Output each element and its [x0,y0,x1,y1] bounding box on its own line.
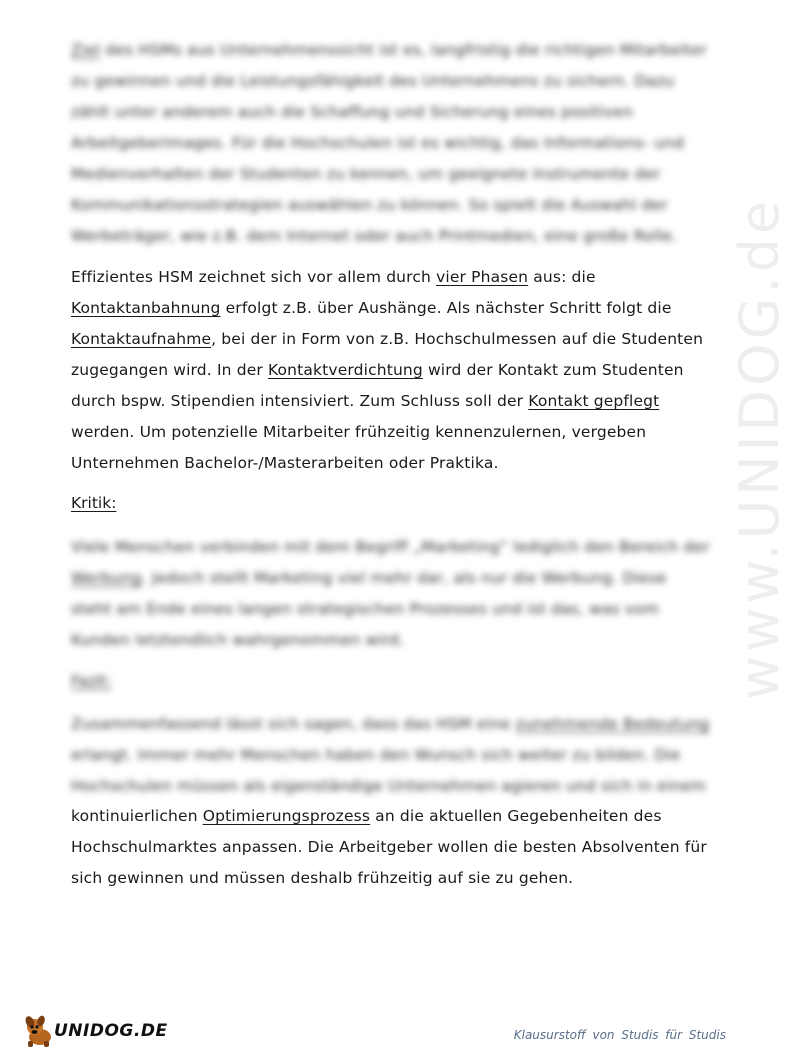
paragraph-fazit [71,801,711,894]
watermark-text: www.UNIDOG.de [728,196,791,700]
phases-text-6: werden. Um potenzielle Mitarbeiter frühzeitig kennenzulernen, vergeben Unternehmen Bachelor-/Masterarbeiten oder Praktika. [71,423,647,472]
phases-text-3: erfolgt z.B. über Aushänge. Als nächster Schritt folgt die [220,299,672,317]
fazit-text-2: an die aktuellen Gegebenheiten des Hochschulmarktes anpassen. Die Arbeitgeber wollen die besten Absolventen für sich gewinnen und müssen deshalb frühzeitig auf sie zu gehen. [71,807,707,887]
heading-kritik: Kritik: [71,494,117,512]
phases-text-1: Effizientes HSM zeichnet sich vor allem durch [71,268,437,286]
dog-icon [22,1013,58,1049]
fazit-blur-text-2: erlangt. Immer mehr Menschen haben den Wunsch sich weiter zu bilden. Die Hochschulen müssen als eigenständige Unternehmen agieren und sich in einem [71,746,706,795]
kritik-text-2: . Jedoch stellt Marketing viel mehr dar, als nur die Werbung. Diese steht am Ende eines langen strategischen Prozesses und ist das, was vom Kunden letztendlich wahrgenommen wird. [71,569,667,649]
paragraph-goal [71,35,711,252]
phases-text-4: , bei der in Form von z.B. Hochschulmessen auf die Studenten zugegangen wird. In der [71,330,704,379]
heading-fazit: Fazit: [71,672,112,690]
phases-underline-kontakt-gepflegt: Kontakt gepflegt [528,392,660,410]
phases-underline-kontaktaufnahme: Kontaktaufnahme [71,330,212,348]
kritik-text-1: Viele Menschen verbinden mit dem Begriff „Marketing“ lediglich den Bereich der [71,538,710,556]
paragraph-phases [71,262,711,479]
fazit-text-1: kontinuierlichen [71,807,203,825]
phases-underline-vier-phasen: vier Phasen [436,268,529,286]
fazit-blur-text-1: Zusammenfassend lässt sich sagen, dass das HSM eine [71,715,516,733]
phases-text-2: aus: die [528,268,596,286]
logo-text: UNIDOG.DE [54,1021,168,1041]
fazit-underline-optimierungsprozess: Optimierungsprozess [202,807,371,825]
goal-lead: Ziel [71,41,101,59]
footer-tagline: Klausurstoff von Studis für Studis [513,1028,726,1042]
fazit-underline-bedeutung: zunehmende Bedeutung [515,715,710,733]
kritik-underline-werbung: Werbung [71,569,142,587]
unidog-logo[interactable] [22,1013,168,1049]
paragraph-fazit-blurred [71,709,711,802]
paragraph-kritik [71,532,711,656]
goal-text: des HSMs aus Unternehmenssicht ist es, langfristig die richtigen Mitarbeiter zu gewinnen und die Leistungsfähigkeit des Unternehmens zu sichern. Dazu zählt unter anderem auch die Schaffung und Sicherung eines positiven Arbeitgeberimages. Für die Hochschulen ist es wichtig, das Informations- und Medienverhalten der Studenten zu kennen, um geeignete Instrumente der Kommunikationsstrategien auswählen zu können. So spielt die Auswahl der Werbeträger, wie z.B. dem Internet oder auch Printmedien, eine große Rolle. [71,41,707,245]
phases-underline-kontaktverdichtung: Kontaktverdichtung [268,361,423,379]
phases-text-5: wird der Kontakt zum Studenten durch bspw. Stipendien intensiviert. Zum Schluss soll der [71,361,684,410]
phases-underline-kontaktanbahnung: Kontaktanbahnung [71,299,221,317]
